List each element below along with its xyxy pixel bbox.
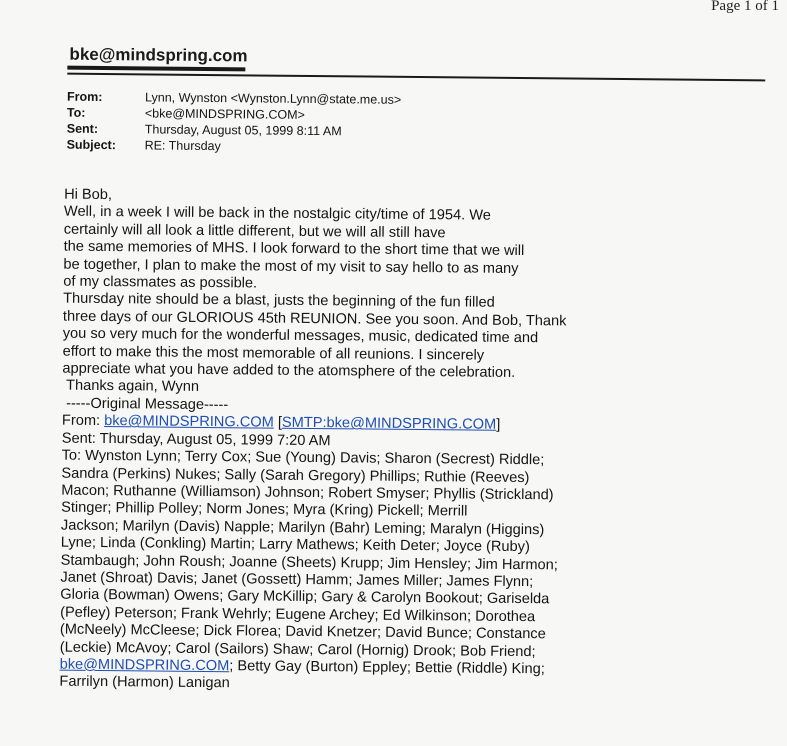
header-value: <bke@MINDSPRING.COM>: [144, 106, 305, 122]
recipient-line: Jackson; Marilyn (Davis) Napple; Marilyn (Bahr) Leming; Maralyn (Higgins): [60, 517, 545, 538]
message-line: Hi Bob,: [64, 186, 113, 204]
message-line: Thursday nite should be a blast, justs the beginning of the fun filled: [63, 291, 495, 312]
message-line: be together, I plan to make the most of my visit to say hello to as many: [63, 256, 519, 277]
recipient-line: Macon; Ruthanne (Williamson) Johnson; Robert Smyser; Phyllis (Strickland): [61, 482, 554, 504]
recipient-line: (Leckie) McAvoy; Carol (Sailors) Shaw; Carol (Hornig) Drook; Bob Friend;: [59, 639, 536, 660]
message-line: effort to make this the most memorable of all reunions. I sincerely: [62, 343, 485, 364]
original-from-label: From:: [61, 412, 105, 430]
recipient-line: Stambaugh; John Roush; Joanne (Sheets) Krupp; Jim Hensley; Jim Harmon;: [60, 552, 558, 573]
header-label: Sent:: [66, 121, 99, 136]
recipient-line: Janet (Shroat) Davis; Janet (Gossett) Hamm; James Miller; James Flynn;: [60, 569, 534, 591]
header-value: RE: Thursday: [144, 138, 221, 154]
header-label: From:: [67, 89, 103, 104]
page-number: Page 1 of 1: [711, 0, 779, 14]
message-line: certainly will all look a little different, but we will all still have: [63, 221, 446, 242]
message-line: Well, in a week I will be back in the nostalgic city/time of 1954. We: [63, 204, 491, 225]
header-value: Thursday, August 05, 1999 8:11 AM: [144, 122, 342, 139]
message-line: Thanks again, Wynn: [62, 378, 200, 396]
mailbox-title: bke@mindspring.com: [69, 44, 248, 66]
recipient-line: Stinger; Phillip Polley; Norm Jones; Myra (Kring) Pickell; Merrill: [61, 499, 468, 520]
recipient-email-link[interactable]: bke@MINDSPRING.COM: [59, 656, 230, 675]
email-headers: [67, 89, 402, 156]
from-email-link[interactable]: bke@MINDSPRING.COM: [104, 413, 274, 431]
message-line: three days of our GLORIOUS 45th REUNION. See you soon. And Bob, Thank: [62, 308, 567, 330]
message-line: you so very much for the wonderful messages, music, dedicated time and: [62, 325, 539, 347]
message-line: the same memories of MHS. I look forward to the short time that we will: [63, 238, 525, 260]
from-bracket-open: [: [273, 414, 283, 432]
recipient-line: Sandra (Perkins) Nukes; Sally (Sarah Gregory) Phillips; Ruthie (Reeves): [61, 465, 530, 486]
smtp-email-link[interactable]: SMTP:bke@MINDSPRING.COM: [281, 415, 497, 434]
header-label: Subject:: [66, 137, 116, 153]
recipient-line: (Pefley) Peterson; Frank Wehrly; Eugene Archey; Ed Wilkinson; Dorothea: [60, 604, 536, 625]
recipient-line-rest: ; Betty Gay (Burton) Eppley; Bettie (Riddle) King;: [229, 658, 545, 678]
message-body: [59, 187, 674, 698]
message-line: of my classmates as possible.: [63, 273, 258, 292]
original-message-separator: -----Original Message-----: [66, 395, 229, 414]
original-sent: Sent: Thursday, August 05, 1999 7:20 AM: [61, 430, 331, 449]
header-label: To:: [66, 105, 86, 120]
recipient-line: Gloria (Bowman) Owens; Gary McKillip; Gary & Carolyn Bookout; Gariselda: [60, 586, 550, 608]
recipient-line: Farrilyn (Harmon) Lanigan: [59, 673, 230, 692]
recipient-line: Lyne; Linda (Conkling) Martin; Larry Mathews; Keith Deter; Joyce (Ruby): [60, 534, 530, 556]
recipient-line: To: Wynston Lynn; Terry Cox; Sue (Young) Davis; Sharon (Secrest) Riddle;: [61, 447, 545, 469]
title-underline: [67, 66, 245, 72]
from-bracket-close: ]: [496, 417, 501, 434]
header-subject: [67, 137, 401, 156]
recipient-line: (McNeely) McCleese; Dick Florea; David Knetzer; David Bunce; Constance: [59, 621, 546, 643]
header-divider: [67, 73, 765, 82]
message-line: appreciate what you have added to the atomsphere of the celebration.: [62, 360, 516, 382]
header-value: Lynn, Wynston <Wynston.Lynn@state.me.us>: [145, 90, 402, 107]
